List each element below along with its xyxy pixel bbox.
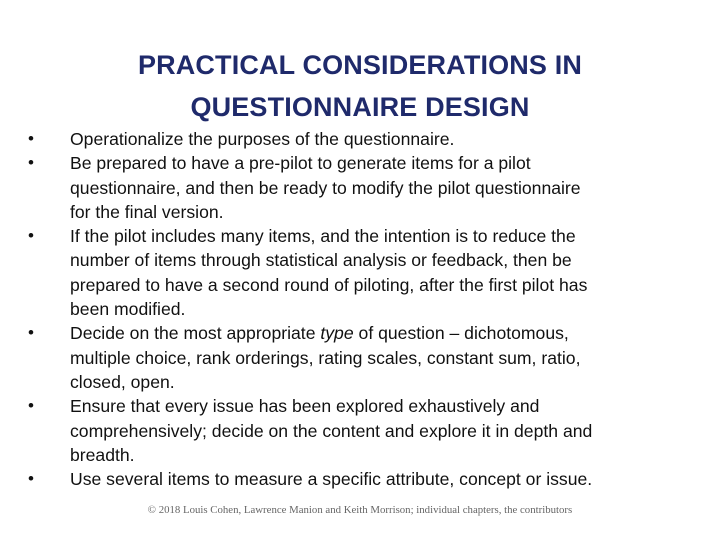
bullet-text: Operationalize the purposes of the questionnaire. — [70, 129, 455, 149]
bullet-item-several-items — [28, 467, 688, 491]
bullet-list — [28, 127, 688, 491]
bullet-item-operationalize — [28, 127, 688, 151]
bullet-item-second-round-piloting — [28, 224, 688, 321]
bullet-text — [70, 321, 688, 394]
bullet-text-before-emphasis: Decide on the most appropriate — [70, 323, 321, 344]
slide-title — [92, 44, 628, 128]
bullet-item-pre-pilot — [28, 151, 688, 224]
bullet-dot-icon: • — [28, 129, 34, 148]
bullet-text: Be prepared to have a pre-pilot to generate items for a pilot questionnaire, and then be ready to modify the pilot questionnaire for the final version. — [70, 153, 581, 222]
bullet-text: Ensure that every issue has been explored exhaustively and comprehensively; decide on the content and explore it in depth and breadth. — [70, 396, 593, 465]
bullet-text: Use several items to measure a specific attribute, concept or issue. — [70, 469, 593, 490]
emphasized-word: type — [320, 323, 354, 344]
bullet-item-explore-issues — [28, 394, 688, 467]
bullet-item-question-type — [28, 321, 688, 394]
copyright-footer: © 2018 Louis Cohen, Lawrence Manion and Keith Morrison; individual chapters, the contributors — [147, 504, 573, 516]
bullet-dot-icon: • — [28, 153, 34, 173]
bullet-dot-icon: • — [28, 469, 34, 489]
bullet-text-after-emphasis: of question – dichotomous, multiple choice, rank orderings, rating scales, constant sum, ratio, closed, open. — [70, 323, 581, 392]
bullet-text: If the pilot includes many items, and the intention is to reduce the number of items through statistical analysis or feedback, then be prepared to have a second round of piloting, after the first pilot has been modified. — [70, 226, 588, 320]
title-line-1: PRACTICAL CONSIDERATIONS IN — [137, 50, 583, 81]
bullet-dot-icon: • — [28, 396, 34, 416]
bullet-dot-icon: • — [28, 226, 34, 246]
title-line-2: QUESTIONNAIRE DESIGN — [190, 92, 530, 123]
bullet-dot-icon: • — [28, 323, 34, 343]
